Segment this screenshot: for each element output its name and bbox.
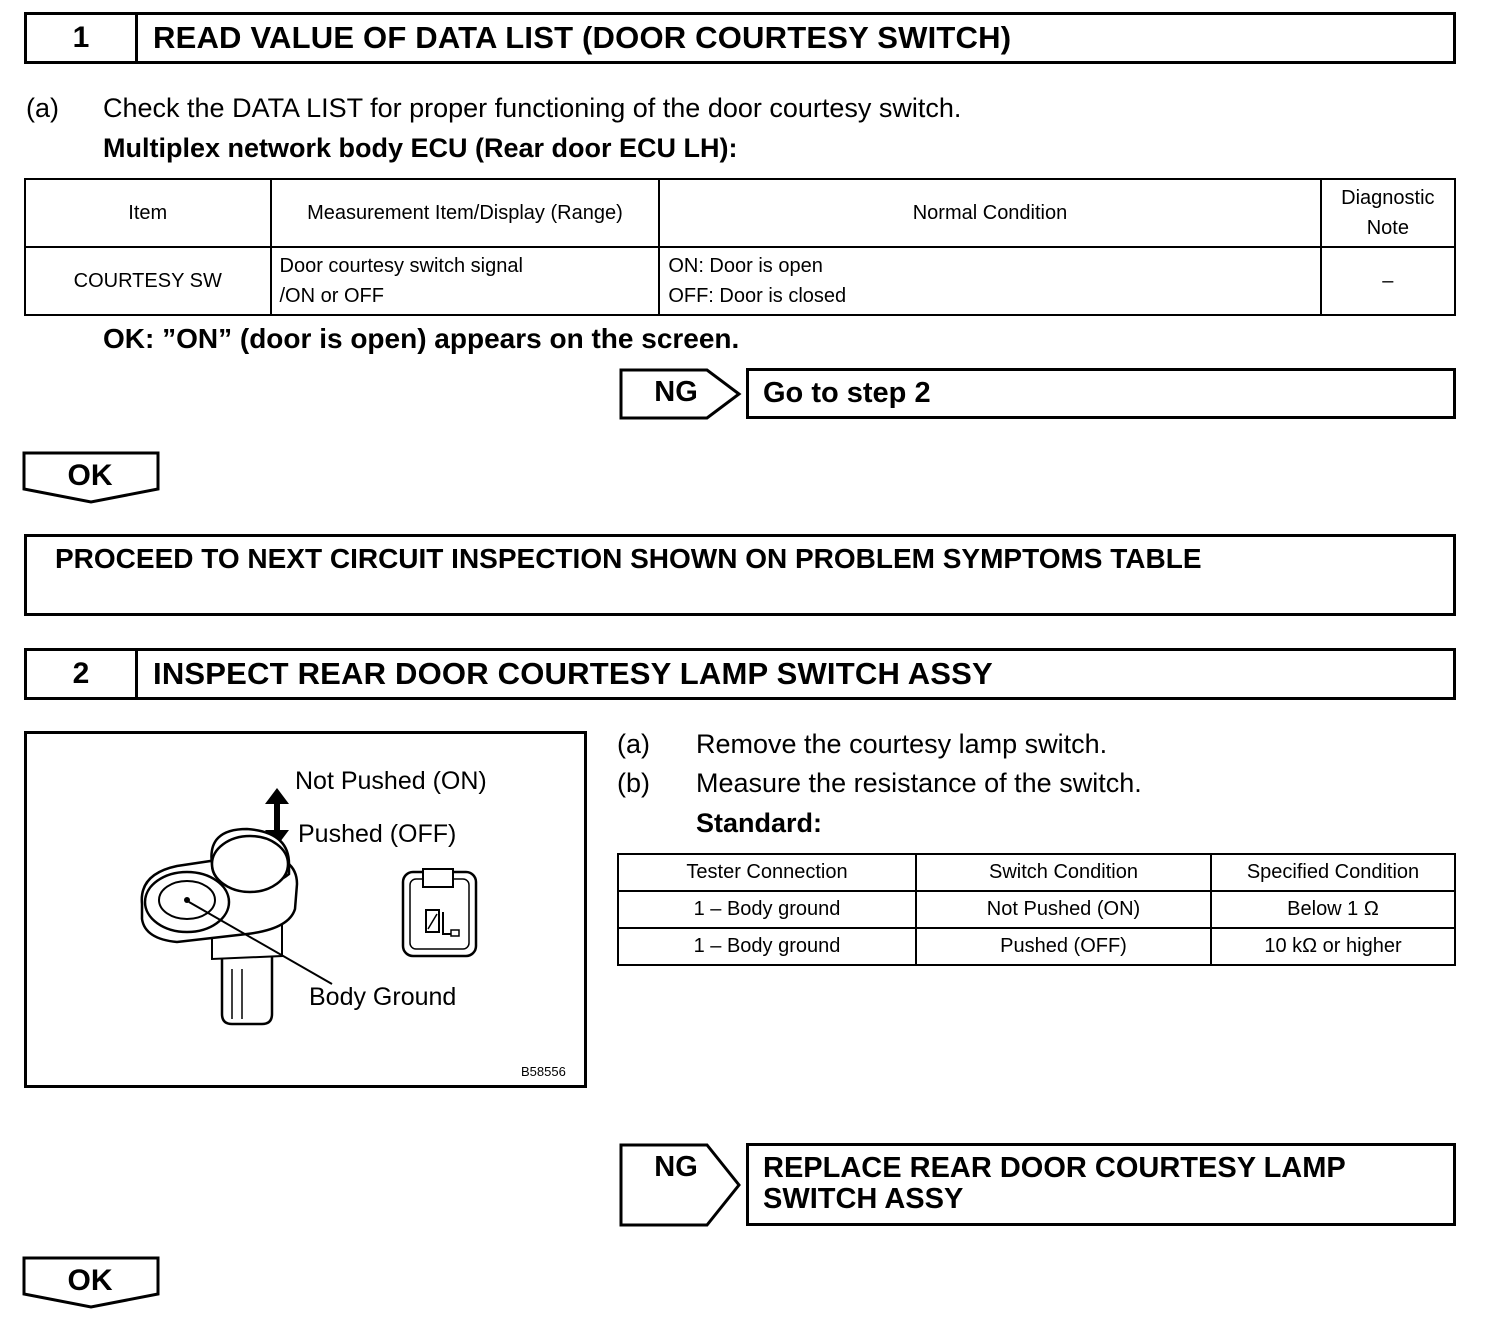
sub-step-text: Check the DATA LIST for proper functioning of the door courtesy switch. <box>103 93 962 123</box>
ok-statement: OK: ”ON” (door is open) appears on the screen. <box>103 323 740 354</box>
ng-target-box <box>746 368 1456 419</box>
figure-id: B58556 <box>521 1064 566 1079</box>
table-header-cell: Tester Connection <box>618 854 916 891</box>
table-header-row <box>618 854 1455 891</box>
proceed-box <box>24 534 1456 616</box>
label-pushed: Pushed (OFF) <box>298 820 457 848</box>
table-cell: Not Pushed (ON) <box>916 891 1211 928</box>
table-header-cell: Item <box>25 179 271 247</box>
header-note: Note <box>1366 217 1409 239</box>
table-row <box>618 891 1455 928</box>
table-header-cell <box>1321 179 1455 247</box>
sub-step-marker: (a) <box>26 93 59 123</box>
label-not-pushed: Not Pushed (ON) <box>295 767 487 795</box>
ok-label: OK <box>67 1264 113 1297</box>
sub-step-text: Remove the courtesy lamp switch. <box>696 729 1108 759</box>
step-number: 2 <box>27 651 138 697</box>
sub-step-text: Measure the resistance of the switch. <box>696 768 1142 798</box>
table-cell: 1 – Body ground <box>618 891 916 928</box>
table-header-row <box>25 179 1455 247</box>
label-body-ground: Body Ground <box>309 983 457 1011</box>
table-cell-normal <box>659 247 1320 315</box>
ecu-heading: Multiplex network body ECU (Rear door ECU LH): <box>103 133 738 163</box>
switch-figure <box>24 731 587 1088</box>
resistance-table <box>617 853 1456 966</box>
table-cell: 1 – Body ground <box>618 928 916 965</box>
table-cell: Below 1 Ω <box>1211 891 1455 928</box>
step-title: INSPECT REAR DOOR COURTESY LAMP SWITCH ASSY <box>153 656 993 691</box>
ng-target-text: Go to step 2 <box>763 377 931 409</box>
header-diagnostic: Diagnostic <box>1341 187 1435 209</box>
step-title: READ VALUE OF DATA LIST (DOOR COURTESY SWITCH) <box>153 20 1012 55</box>
table-cell-item: COURTESY SW <box>25 247 271 315</box>
table-header-cell: Specified Condition <box>1211 854 1455 891</box>
ng-label: NG <box>654 376 698 408</box>
standard-label: Standard: <box>696 808 823 838</box>
ok-label: OK <box>67 459 113 492</box>
step-2-header <box>24 648 1456 700</box>
table-header-cell: Normal Condition <box>659 179 1320 247</box>
table-row <box>25 247 1455 315</box>
ng-label: NG <box>654 1151 698 1183</box>
table-cell: Pushed (OFF) <box>916 928 1211 965</box>
normal-line: ON: Door is open <box>668 255 823 277</box>
normal-line: OFF: Door is closed <box>668 285 847 307</box>
measurement-line: /ON or OFF <box>279 285 384 307</box>
step-1-header <box>24 12 1456 64</box>
proceed-text: PROCEED TO NEXT CIRCUIT INSPECTION SHOWN ON PROBLEM SYMPTOMS TABLE <box>55 543 1202 574</box>
sub-step-marker: (a) <box>617 729 650 759</box>
table-cell-measurement <box>271 247 660 315</box>
table-header-cell: Measurement Item/Display (Range) <box>271 179 660 247</box>
step-number: 1 <box>27 15 138 61</box>
sub-step-marker: (b) <box>617 768 650 798</box>
ng-target-box <box>746 1143 1456 1226</box>
table-header-cell: Switch Condition <box>916 854 1211 891</box>
ng-target-line: SWITCH ASSY <box>763 1183 964 1215</box>
table-cell-note: – <box>1321 247 1455 315</box>
data-list-table <box>24 178 1456 316</box>
ng-target-line: REPLACE REAR DOOR COURTESY LAMP <box>763 1152 1346 1184</box>
table-cell: 10 kΩ or higher <box>1211 928 1455 965</box>
measurement-line: Door courtesy switch signal <box>279 255 523 277</box>
table-row <box>618 928 1455 965</box>
